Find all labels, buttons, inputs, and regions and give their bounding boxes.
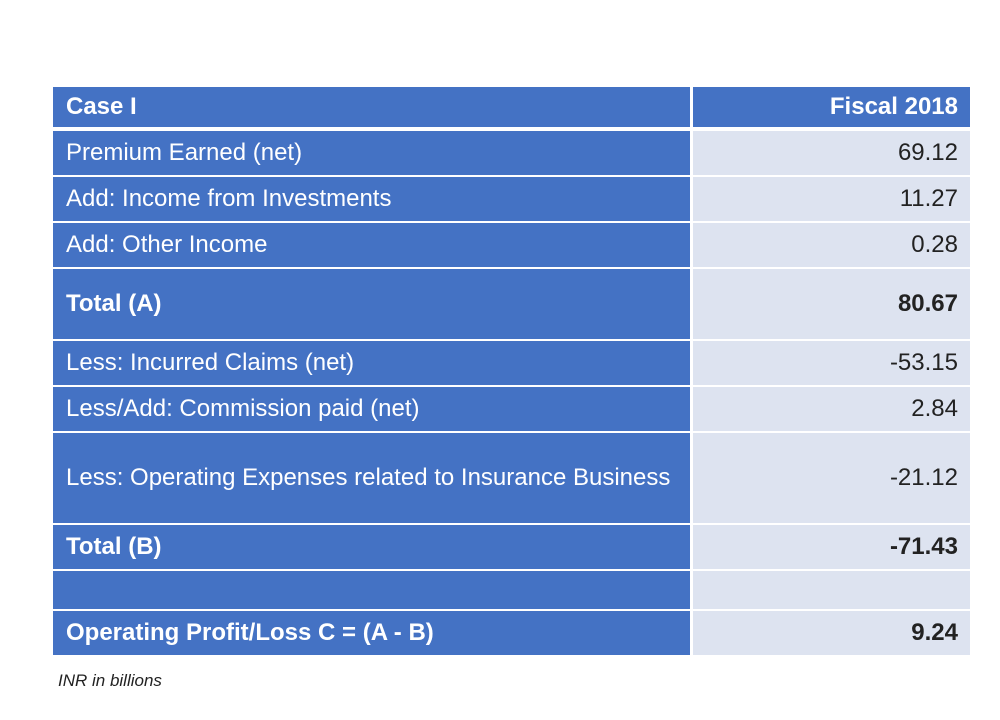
row-label: Premium Earned (net) xyxy=(53,129,691,176)
header-fiscal-year: Fiscal 2018 xyxy=(691,87,970,129)
row-label: Add: Other Income xyxy=(53,222,691,268)
total-a-label: Total (A) xyxy=(53,268,691,340)
table-header-row xyxy=(53,87,970,129)
row-value: -53.15 xyxy=(691,340,970,386)
total-b-row xyxy=(53,524,970,570)
operating-profit-row xyxy=(53,610,970,655)
spacer-label xyxy=(53,570,691,610)
spacer-row xyxy=(53,570,970,610)
table-row xyxy=(53,386,970,432)
header-case-label: Case I xyxy=(53,87,691,129)
table-row xyxy=(53,432,970,524)
units-footnote: INR in billions xyxy=(58,671,162,690)
row-value: 11.27 xyxy=(691,176,970,222)
table-row xyxy=(53,176,970,222)
row-value: 2.84 xyxy=(691,386,970,432)
operating-profit-value: 9.24 xyxy=(691,610,970,655)
spacer-value xyxy=(691,570,970,610)
table-row xyxy=(53,222,970,268)
row-value: -21.12 xyxy=(691,432,970,524)
row-value: 69.12 xyxy=(691,129,970,176)
table-row xyxy=(53,340,970,386)
row-label: Less/Add: Commission paid (net) xyxy=(53,386,691,432)
total-b-label: Total (B) xyxy=(53,524,691,570)
row-value: 0.28 xyxy=(691,222,970,268)
operating-profit-table xyxy=(53,87,970,655)
total-a-row xyxy=(53,268,970,340)
row-label: Add: Income from Investments xyxy=(53,176,691,222)
operating-profit-label: Operating Profit/Loss C = (A - B) xyxy=(53,610,691,655)
row-label: Less: Operating Expenses related to Insurance Business xyxy=(53,432,691,524)
row-label: Less: Incurred Claims (net) xyxy=(53,340,691,386)
total-a-value: 80.67 xyxy=(691,268,970,340)
total-b-value: -71.43 xyxy=(691,524,970,570)
table-row xyxy=(53,129,970,176)
